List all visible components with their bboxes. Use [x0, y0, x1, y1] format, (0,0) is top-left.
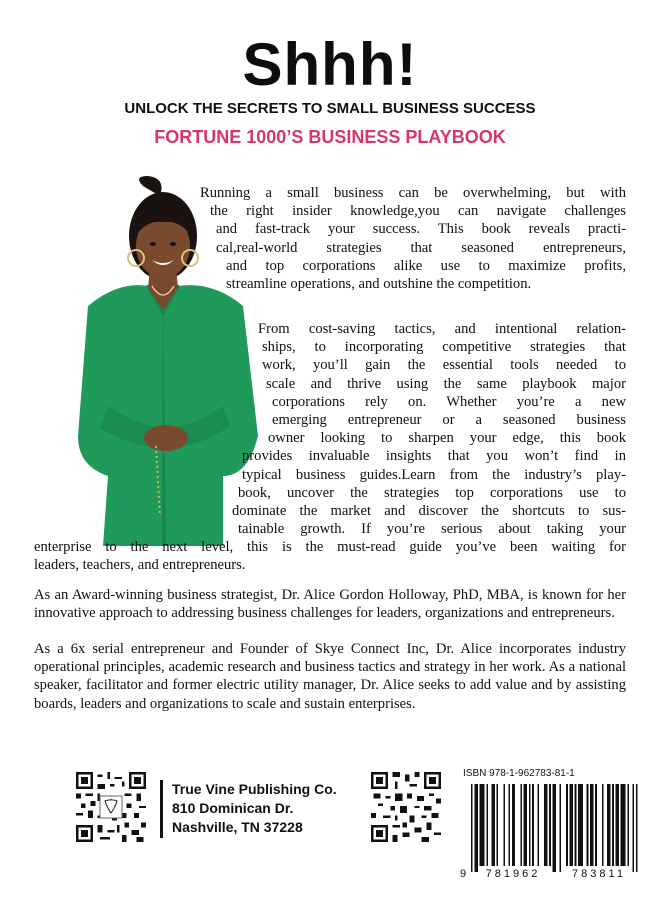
barcode-bar [553, 784, 556, 872]
barcode-bar [575, 784, 577, 866]
isbn-digit-group-2: 783811 [572, 868, 626, 880]
text-line: Running a small business can be overwhelming, but with [200, 185, 626, 201]
text-line: ships, to incorporating competitive strategies that [262, 339, 626, 356]
barcode-bar [497, 784, 499, 866]
text-line: enterprise to the next level, this is the must-read guide you’ve been waiting for [34, 539, 626, 555]
barcode-bar [612, 784, 614, 866]
isbn-barcode [455, 768, 653, 880]
barcode-bar [549, 784, 551, 866]
barcode-bar [508, 784, 510, 866]
barcode-bar [578, 784, 583, 866]
isbn-barcode-area [455, 768, 653, 880]
barcode-bar [627, 784, 629, 866]
text-line: leaders, teachers, and entrepreneurs. [34, 557, 246, 574]
barcode-bar [503, 784, 505, 866]
barcode-bar [529, 784, 531, 866]
barcode-bar [607, 784, 610, 866]
barcode-bar [491, 784, 494, 866]
barcode-bar [633, 784, 635, 872]
text-line: and top corporations alike use to maximize profits, [226, 257, 626, 274]
publisher-city: Nashville, TN 37228 [172, 819, 303, 835]
barcode-bar [602, 784, 604, 866]
text-line: tainable growth. If you’re serious about taking your [238, 521, 626, 538]
barcode-bar [636, 784, 638, 872]
barcode-bar [587, 784, 589, 866]
text-line: dominate the market and discover the shortcuts to sus- [232, 503, 626, 520]
text-line: owner looking to sharpen your edge, this book [268, 430, 626, 447]
text-line: emerging entrepreneur or a seasoned business [272, 412, 626, 429]
barcode-bar [570, 784, 573, 866]
text-line: provides invaluable insights that you won’t find in [242, 448, 626, 465]
intro-paragraph [200, 184, 626, 293]
book-title: Shhh! [242, 31, 418, 98]
isbn-digits [455, 868, 653, 880]
isbn-digit-group-1: 781962 [485, 868, 541, 880]
barcode-bar [544, 784, 547, 866]
barcode-bar [474, 784, 477, 872]
barcode-bar [512, 784, 515, 866]
text-line: typical business guides.Learn from the industry’s play- [242, 466, 626, 483]
publisher-address: 810 Dominican Dr. [172, 800, 294, 816]
publisher-info [160, 780, 337, 838]
isbn-digit-first: 9 [459, 868, 467, 880]
text-line: corporations rely on. Whether you’re a new [272, 393, 626, 410]
author-bio-2: As a 6x serial entrepreneur and Founder of Skye Connect Inc, Dr. Alice incorporates industry operational principles, academic research and business tactics and strategy in her work. As a national speaker, facilitator and former electric utility manager, Dr. Alice seeks to add value and by assisting boards, leaders and organizations to scale and sustain enterprises. [34, 641, 626, 712]
book-qr-code[interactable] [371, 772, 441, 842]
book-tagline: FORTUNE 1000’S BUSINESS PLAYBOOK [154, 127, 506, 147]
text-line: streamline operations, and outshine the competition. [226, 276, 532, 293]
barcode-bar [566, 784, 568, 866]
book-subtitle: UNLOCK THE SECRETS TO SMALL BUSINESS SUCCESS [124, 100, 536, 117]
barcode-bar [486, 784, 488, 866]
text-line: cal,real-world strategies that seasoned entrepreneurs, [216, 239, 626, 256]
barcode-bar [595, 784, 597, 866]
barcode-bar [520, 784, 522, 866]
publisher-name: True Vine Publishing Co. [172, 781, 337, 797]
barcode-bar [590, 784, 593, 866]
isbn-label: ISBN 978-1-962783-81-1 [463, 768, 575, 779]
main-paragraph [232, 320, 626, 538]
barcode-bar [616, 784, 619, 866]
barcode-bar [621, 784, 626, 866]
barcode-bar [537, 784, 539, 866]
text-line: From cost-saving tactics, and intentional relation- [258, 321, 626, 337]
text-line: the right insider knowledge,you can navigate challenges [210, 203, 626, 220]
barcode-bar [524, 784, 527, 866]
barcode-bar [559, 784, 561, 872]
text-line: and fast-track your success. This book reveals practi- [216, 221, 626, 238]
text-line: work, you’ll gain the essential tools needed to [262, 357, 626, 374]
barcode-bar [480, 784, 485, 866]
barcode-bar [471, 784, 473, 872]
main-paragraph-tail [34, 538, 626, 574]
publisher-qr-code[interactable] [76, 772, 146, 842]
barcode-bar [532, 784, 534, 866]
text-line: book, uncover the strategies top corporations use to [238, 484, 626, 501]
author-bio-1: As an Award-winning business strategist, Dr. Alice Gordon Holloway, PhD, MBA, is known for her innovative approach to addressing business challenges for leaders, organizations and entrepreneurs. [34, 587, 626, 622]
text-line: scale and thrive using the same playbook major [266, 375, 626, 392]
